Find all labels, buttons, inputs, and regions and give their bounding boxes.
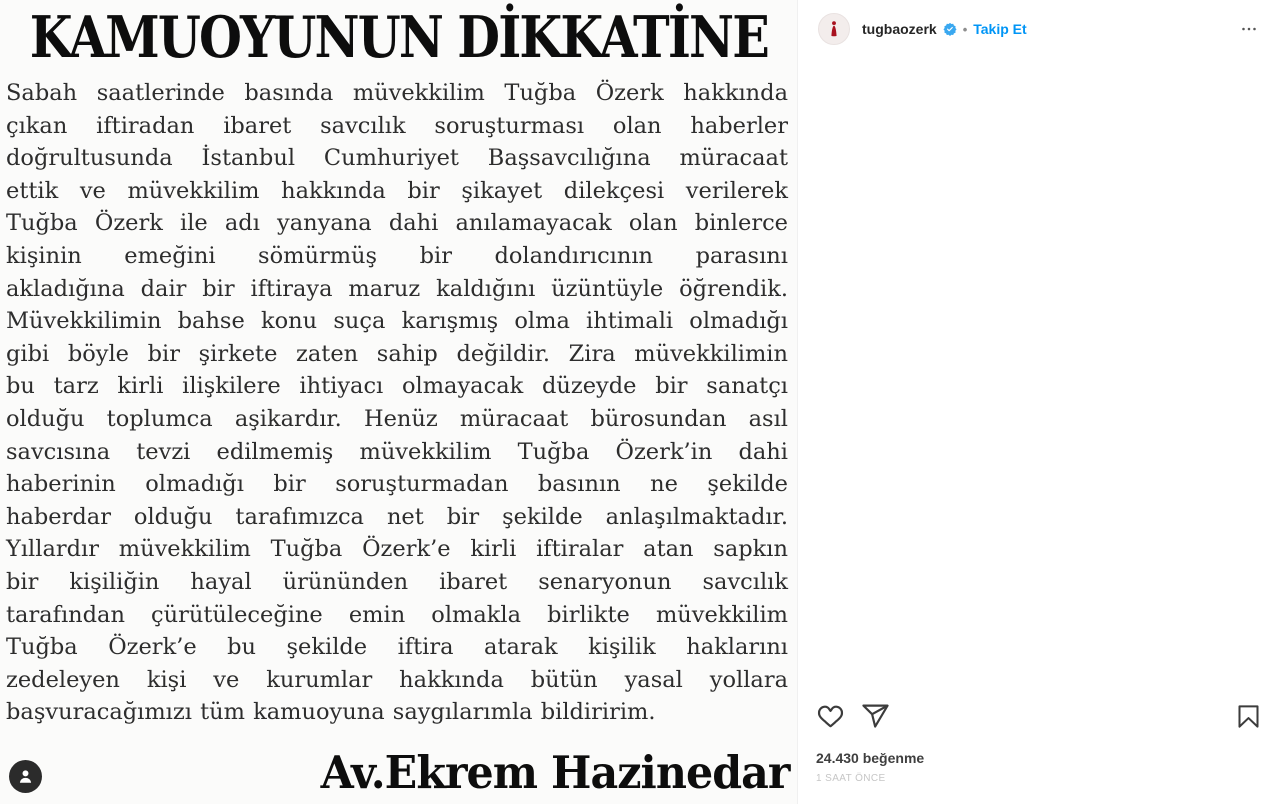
statement-line: zedeleyen kişi ve kurumlar hakkında bütün yasal yollara [6, 666, 788, 693]
statement-line: Müvekkilimin bahse konu suça karışmış olma ihtimali olmadığı [6, 308, 788, 335]
statement-line: Yıllardır müvekkilim Tuğba Özerk’e kirli iftiralar atan sapkın [6, 536, 788, 563]
statement-line: ettik ve müvekkilim hakkında bir şikayet dilekçesi verilerek [6, 177, 788, 204]
verified-badge-icon [943, 22, 957, 36]
follow-button[interactable]: Takip Et [973, 21, 1027, 37]
document-title [0, 4, 797, 71]
post-header [798, 0, 1280, 58]
statement-line: gibi böyle bir şirkete zaten sahip değildir. Zira müvekkilimin [6, 340, 788, 367]
document-signature: Av.Ekrem Hazinedar [320, 746, 789, 799]
statement-line: başvuracağımızı tüm kamuoyuna saygılarımla bildiririm. [6, 699, 656, 726]
statement-line: çıkan iftiradan ibaret savcılık soruşturması olan haberler [6, 112, 788, 139]
post-detail-panel [798, 0, 1280, 804]
statement-line: Sabah saatlerinde basında müvekkilim Tuğba Özerk hakkında [6, 80, 788, 106]
statement-line: savcısına tevzi edilmemiş müvekkilim Tuğba Özerk’in dahi [6, 438, 788, 465]
statement-line: haberinin olmadığı bir soruşturmadan basının ne şekilde [6, 471, 788, 498]
statement-line: akladığına dair bir iftiraya maruz kaldığını üzüntüyle öğrendik. [6, 275, 788, 302]
document-body [6, 77, 788, 729]
statement-line: Tuğba Özerk’e bu şekilde iftira atarak kişilik haklarını [6, 634, 788, 661]
statement-line: bir kişiliğin hayal ürününden ibaret senaryonun savcılık [6, 568, 788, 595]
statement-line: bu tarz kirli ilişkilere ihtiyacı olmayacak düzeyde bir sanatçı [6, 373, 788, 400]
more-options-icon[interactable] [1238, 18, 1260, 40]
statement-line: Tuğba Özerk ile adı yanyana dahi anılamayacak olan binlerce [6, 210, 788, 237]
post-actions [798, 698, 1280, 734]
username-link[interactable]: tugbaozerk [862, 21, 937, 37]
statement-line: kişinin emeğini sömürmüş bir dolandırıcının parasını [6, 242, 788, 269]
avatar-figure [823, 18, 845, 40]
post-timestamp: 1 SAAT ÖNCE [816, 773, 886, 784]
document-title-text: KAMUOYUNUN DİKKATİNE [29, 4, 768, 71]
user-row [862, 21, 1027, 37]
share-icon[interactable] [861, 702, 890, 731]
person-badge-icon [9, 760, 42, 793]
header-separator-dot: • [962, 21, 968, 37]
statement-line: olduğu toplumca aşikardır. Henüz müracaat bürosundan asıl [6, 405, 788, 432]
profile-avatar[interactable] [818, 13, 850, 45]
heart-icon[interactable] [816, 702, 845, 731]
bookmark-icon[interactable] [1235, 703, 1262, 730]
statement-line: tarafından çürütüleceğine emin olmakla birlikte müvekkilim [6, 601, 788, 628]
statement-line: doğrultusunda İstanbul Cumhuriyet Başsavcılığına müracaat [6, 145, 788, 172]
likes-count[interactable]: 24.430 beğenme [816, 750, 925, 766]
statement-line: haberdar olduğu tarafımızca net bir şekilde anlaşılmaktadır. [6, 503, 788, 530]
